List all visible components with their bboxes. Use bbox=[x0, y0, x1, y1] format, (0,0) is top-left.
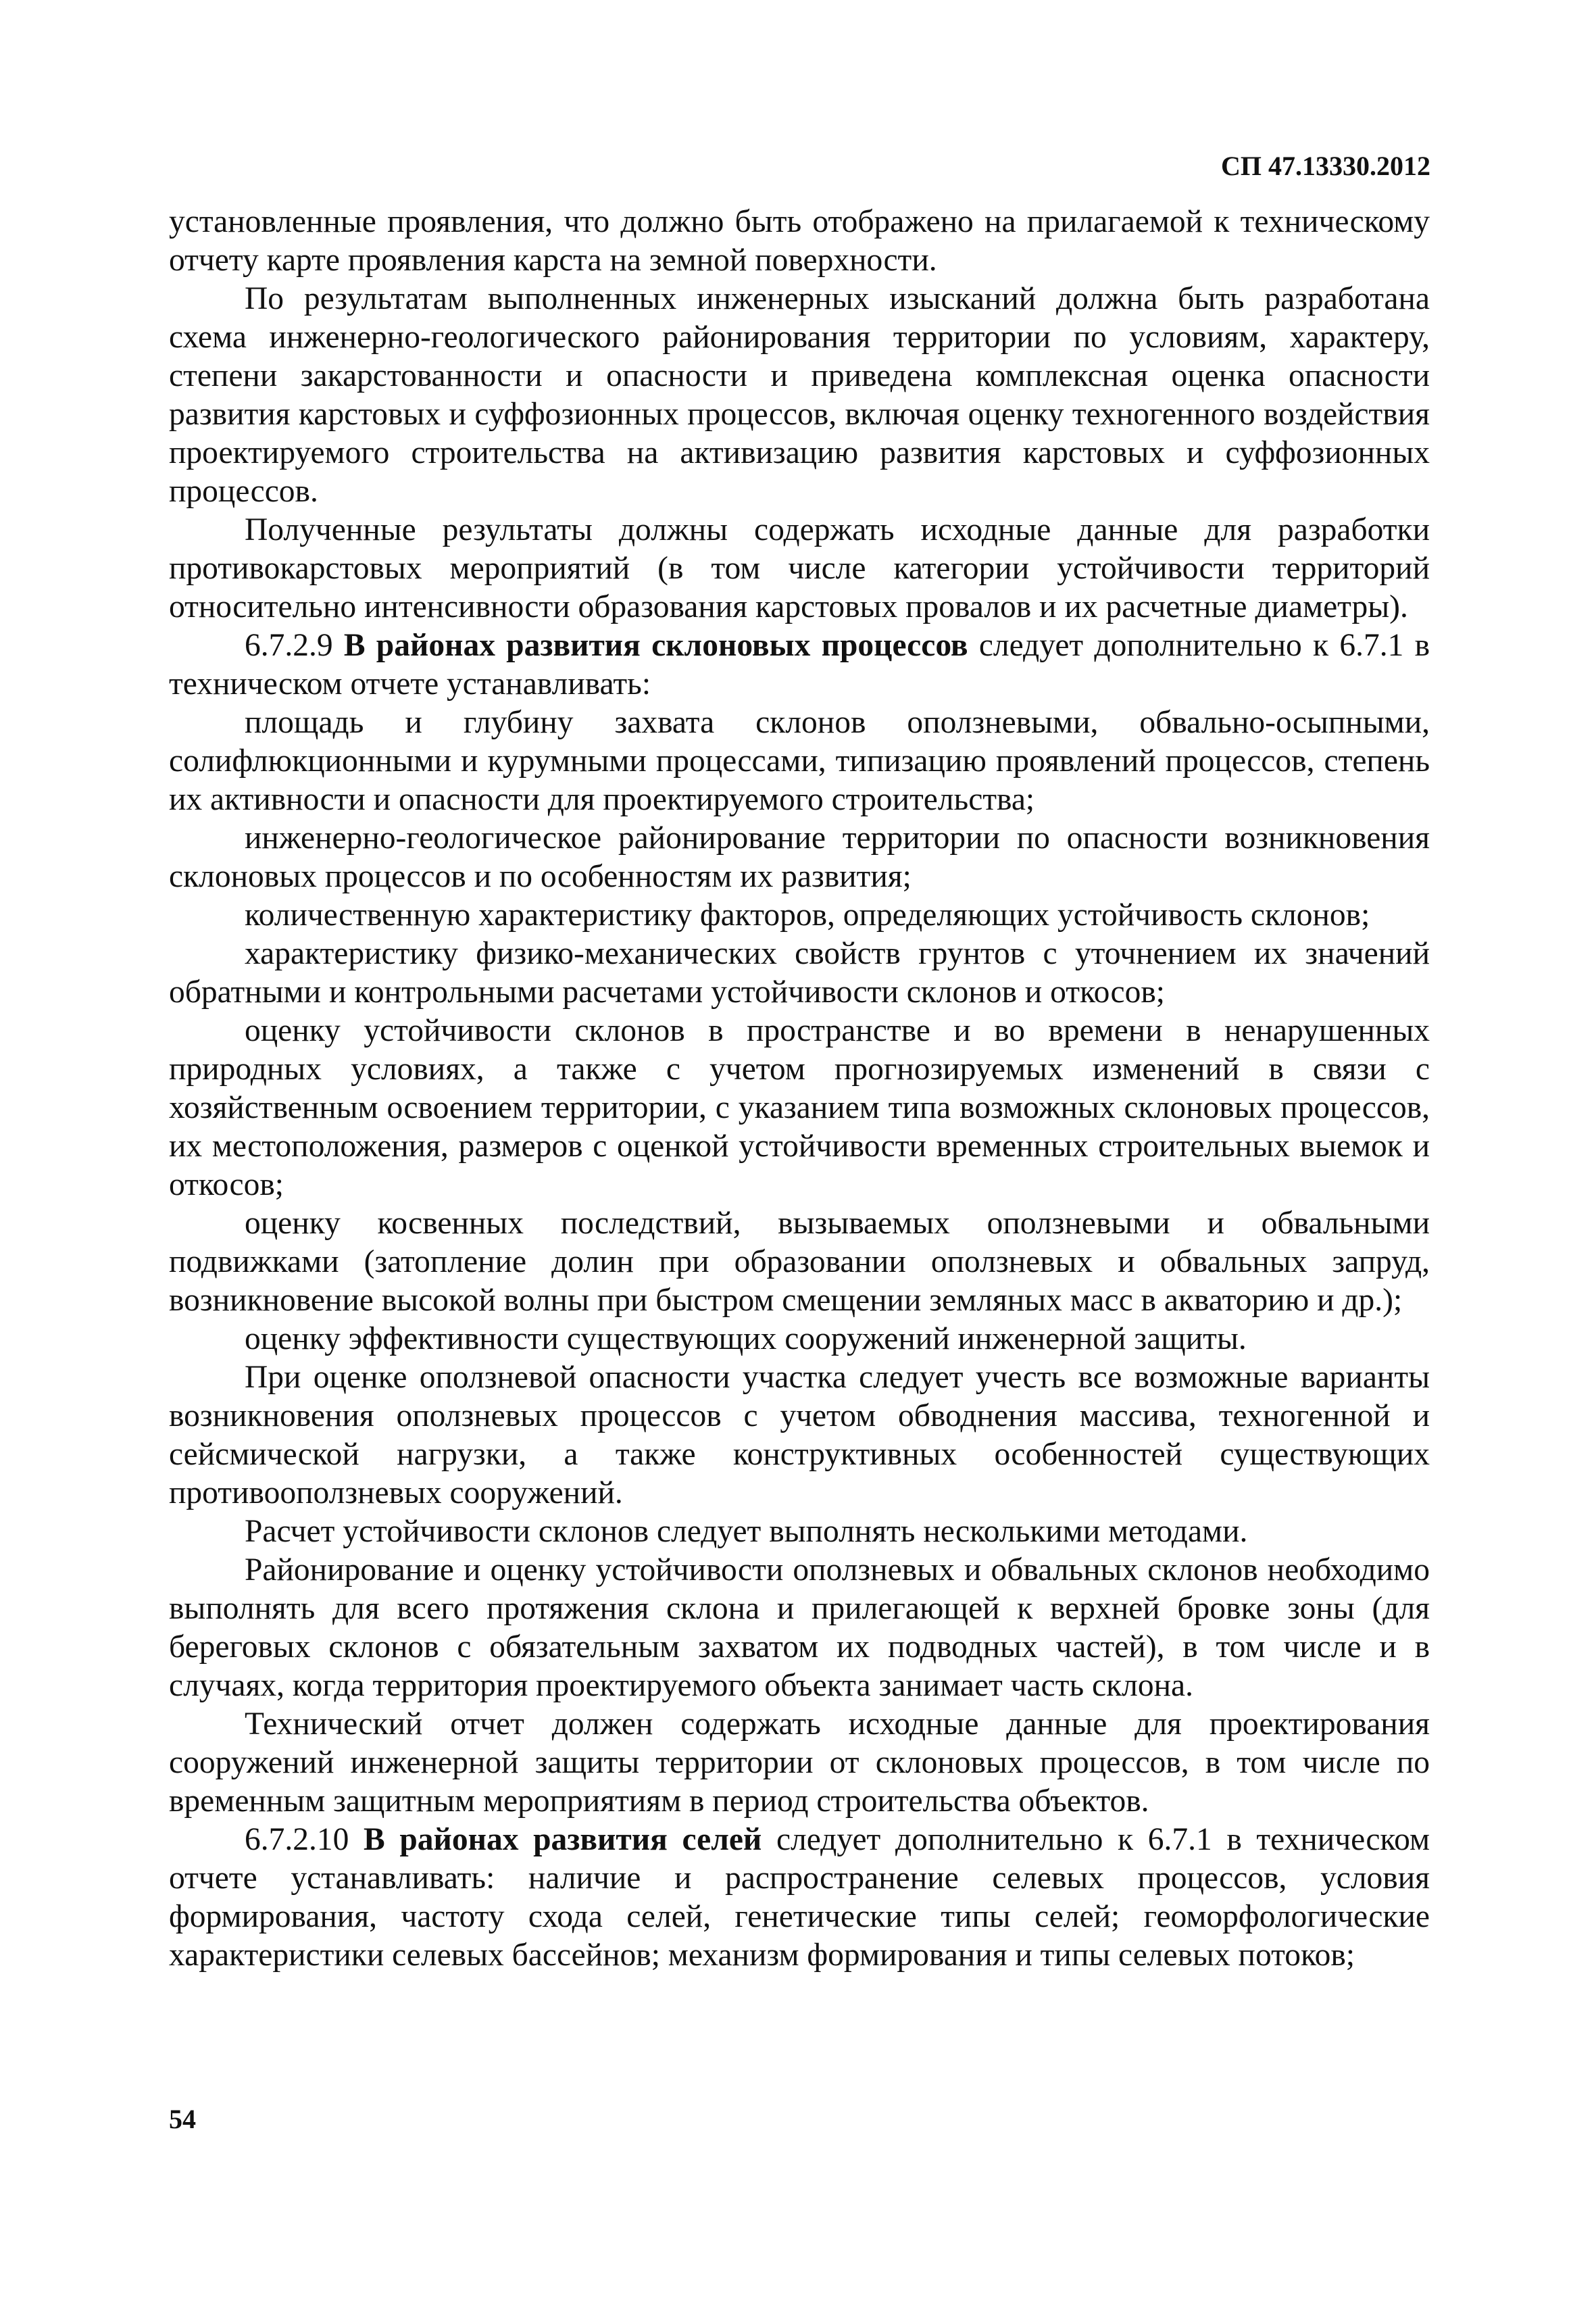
paragraph-results-data: Полученные результаты должны содержать исходные данные для разработки противокарстовых мероприятий (в том числе категории устойчивости территорий относительно интенсивности образования карстовых провалов и их расчетные диаметры). bbox=[169, 512, 1430, 624]
list-item-protection: оценку эффективности существующих сооружений инженерной защиты. bbox=[245, 1321, 1247, 1356]
paragraph-calculation: Расчет устойчивости склонов следует выполнять несколькими методами. bbox=[245, 1514, 1248, 1549]
paragraph-landslide-hazard: При оценке оползневой опасности участка следует учесть все возможные варианты возникновения оползневых процессов с учетом обводнения массива, техногенной и сейсмической нагрузки, а также конструктивных особенностей существующих противооползневых сооружений. bbox=[169, 1360, 1430, 1510]
section-text: следует дополнительно к 6.7.1 в техническом отчете устанавливать: bbox=[169, 628, 1430, 701]
paragraph-zoning-slopes: Районирование и оценку устойчивости оползневых и обвальных склонов необходимо выполнять для всего протяжения склона и прилегающей к верхней бровке зоны (для береговых склонов с обязательным захватом их подводных частей), в том числе и в случаях, когда территория проектируемого объекта занимает часть склона. bbox=[169, 1552, 1430, 1703]
page-number: 54 bbox=[169, 2104, 196, 2134]
section-heading: В районах развития склоновых процессов bbox=[343, 628, 968, 663]
section-number: 6.7.2.9 bbox=[245, 628, 333, 663]
list-item-soil-properties: характеристику физико-механических свойств грунтов с уточнением их значений обратными и контрольными расчетами устойчивости склонов и откосов; bbox=[169, 936, 1430, 1010]
list-item-consequences: оценку косвенных последствий, вызываемых оползневыми и обвальными подвижками (затопление долин при образовании оползневых и обвальных запруд, возникновение высокой волны при быстром смещении земляных масс в акваторию и др.); bbox=[169, 1206, 1430, 1318]
paragraph-continuation: установленные проявления, что должно быть отображено на прилагаемой к техническому отчету карте проявления карста на земной поверхности. bbox=[169, 204, 1430, 278]
paragraph-results-scheme: По результатам выполненных инженерных изысканий должна быть разработана схема инженерно-геологического районирования территории по условиям, характеру, степени закарстованности и опасности и приведена комплексная оценка опасности развития карстовых и суффозионных процессов, включая оценку техногенного воздействия проектируемого строительства на активизацию развития карстовых и суффозионных процессов. bbox=[169, 281, 1430, 509]
document-code-header: СП 47.13330.2012 bbox=[1221, 151, 1430, 181]
paragraph-report-content: Технический отчет должен содержать исходные данные для проектирования сооружений инженерной защиты территории от склоновых процессов, в том числе по временным защитным мероприятиям в период строительства объектов. bbox=[169, 1706, 1430, 1819]
section-text: следует дополнительно к 6.7.1 в техническом отчете устанавливать: наличие и распространение селевых процессов, условия формирования, частоту схода селей, генетические типы селей; геоморфологические характеристики селевых бассейнов; механизм формирования и типы селевых потоков; bbox=[169, 1822, 1430, 1973]
list-item-zoning: инженерно-геологическое районирование территории по опасности возникновения склоновых процессов и по особенностям их развития; bbox=[169, 820, 1430, 894]
section-number: 6.7.2.10 bbox=[245, 1822, 349, 1857]
section-6-7-2-10 bbox=[169, 1821, 1430, 1975]
section-6-7-2-9 bbox=[169, 626, 1430, 704]
document-body bbox=[169, 203, 1430, 1975]
list-item-stability: оценку устойчивости склонов в пространстве и во времени в ненарушенных природных условиях, а также с учетом прогнозируемых изменений в связи с хозяйственным освоением территории, с указанием типа возможных склоновых процессов, их местоположения, размеров с оценкой устойчивости временных строительных выемок и откосов; bbox=[169, 1013, 1430, 1202]
list-item-area: площадь и глубину захвата склонов оползневыми, обвально-осыпными, солифлюкционными и курумными процессами, типизацию проявлений процессов, степень их активности и опасности для проектируемого строительства; bbox=[169, 705, 1430, 817]
section-heading: В районах развития селей bbox=[364, 1822, 762, 1857]
list-item-factors: количественную характеристику факторов, определяющих устойчивость склонов; bbox=[245, 897, 1370, 933]
